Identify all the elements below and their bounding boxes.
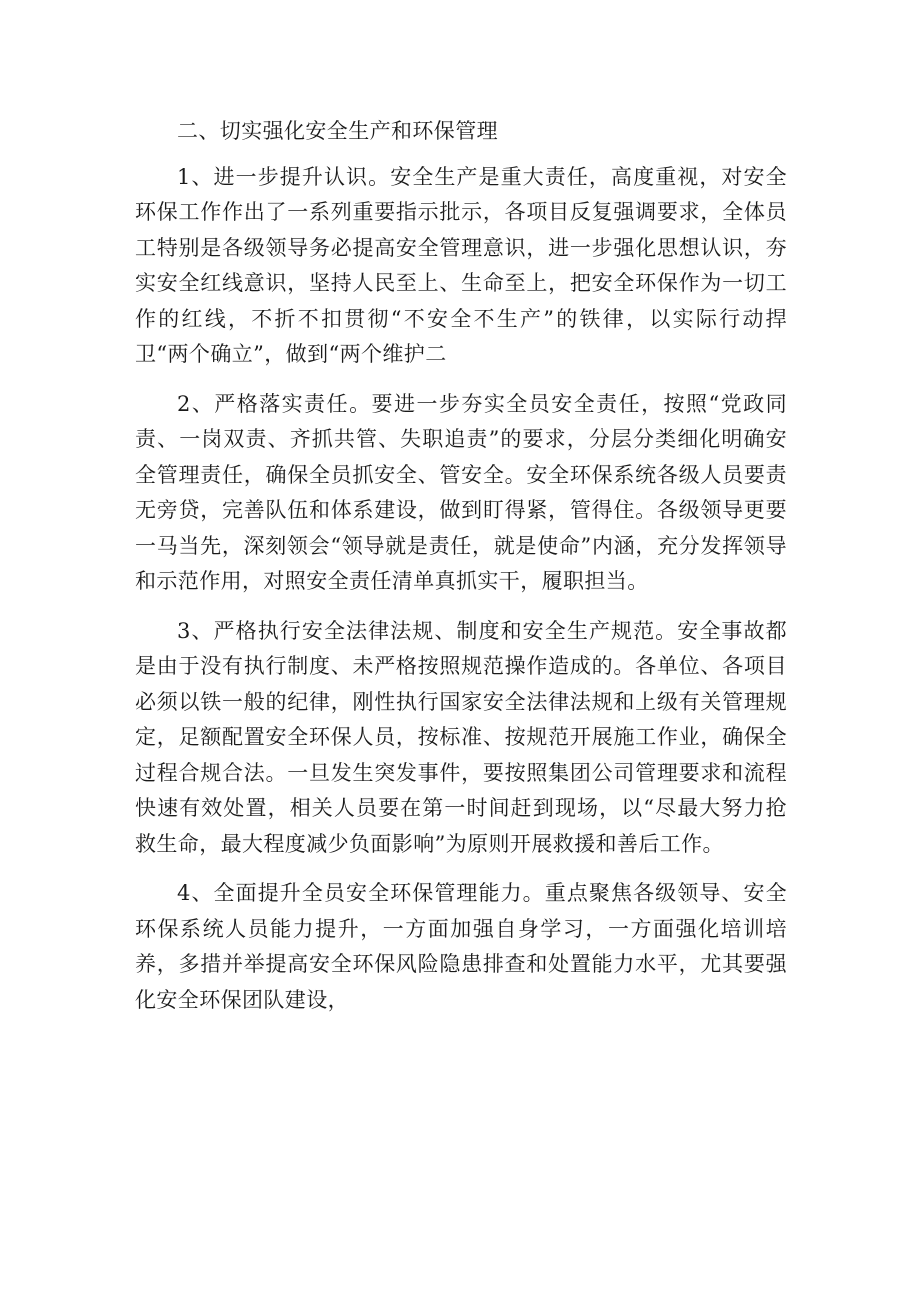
document-body [135, 114, 787, 1032]
paragraph-3: 3、严格执行安全法律法规、制度和安全生产规范。安全事故都是由于没有执行制度、未严格按照规范操作造成的。各单位、各项目必须以铁一般的纪律，刚性执行国家安全法律法规和上级有关管理规定，足额配置安全环保人员，按标准、按规范开展施工作业，确保全过程合规合法。一旦发生突发事件，要按照集团公司管理要求和流程快速有效处置，相关人员要在第一时间赶到现场，以“尽最大努力抢救生命，最大程度减少负面影响”为原则开展救援和善后工作。 [135, 618, 787, 856]
section-heading: 二、切实强化安全生产和环保管理 [177, 119, 498, 143]
paragraph-4: 4、全面提升全员安全环保管理能力。重点聚焦各级领导、安全环保系统人员能力提升，一方面加强自身学习，一方面强化培训培养，多措并举提高安全环保风险隐患排查和处置能力水平，尤其要强化安全环保团队建设， [135, 881, 787, 1012]
paragraph-2: 2、严格落实责任。要进一步夯实全员安全责任，按照“党政同责、一岗双责、齐抓共管、失职追责”的要求，分层分类细化明确安全管理责任，确保全员抓安全、管安全。安全环保系统各级人员要责无旁贷，完善队伍和体系建设，做到盯得紧，管得住。各级领导更要一马当先，深刻领会“领导就是责任，就是使命”内涵，充分发挥领导和示范作用，对照安全责任清单真抓实干，履职担当。 [135, 391, 787, 593]
paragraph-1: 1、进一步提升认识。安全生产是重大责任，高度重视，对安全环保工作作出了一系列重要指示批示，各项目反复强调要求，全体员工特别是各级领导务必提高安全管理意识，进一步强化思想认识，夯实安全红线意识，坚持人民至上、生命至上，把安全环保作为一切工作的红线，不折不扣贯彻“不安全不生产”的铁律，以实际行动捍卫“两个确立”，做到“两个维护二 [135, 164, 787, 366]
